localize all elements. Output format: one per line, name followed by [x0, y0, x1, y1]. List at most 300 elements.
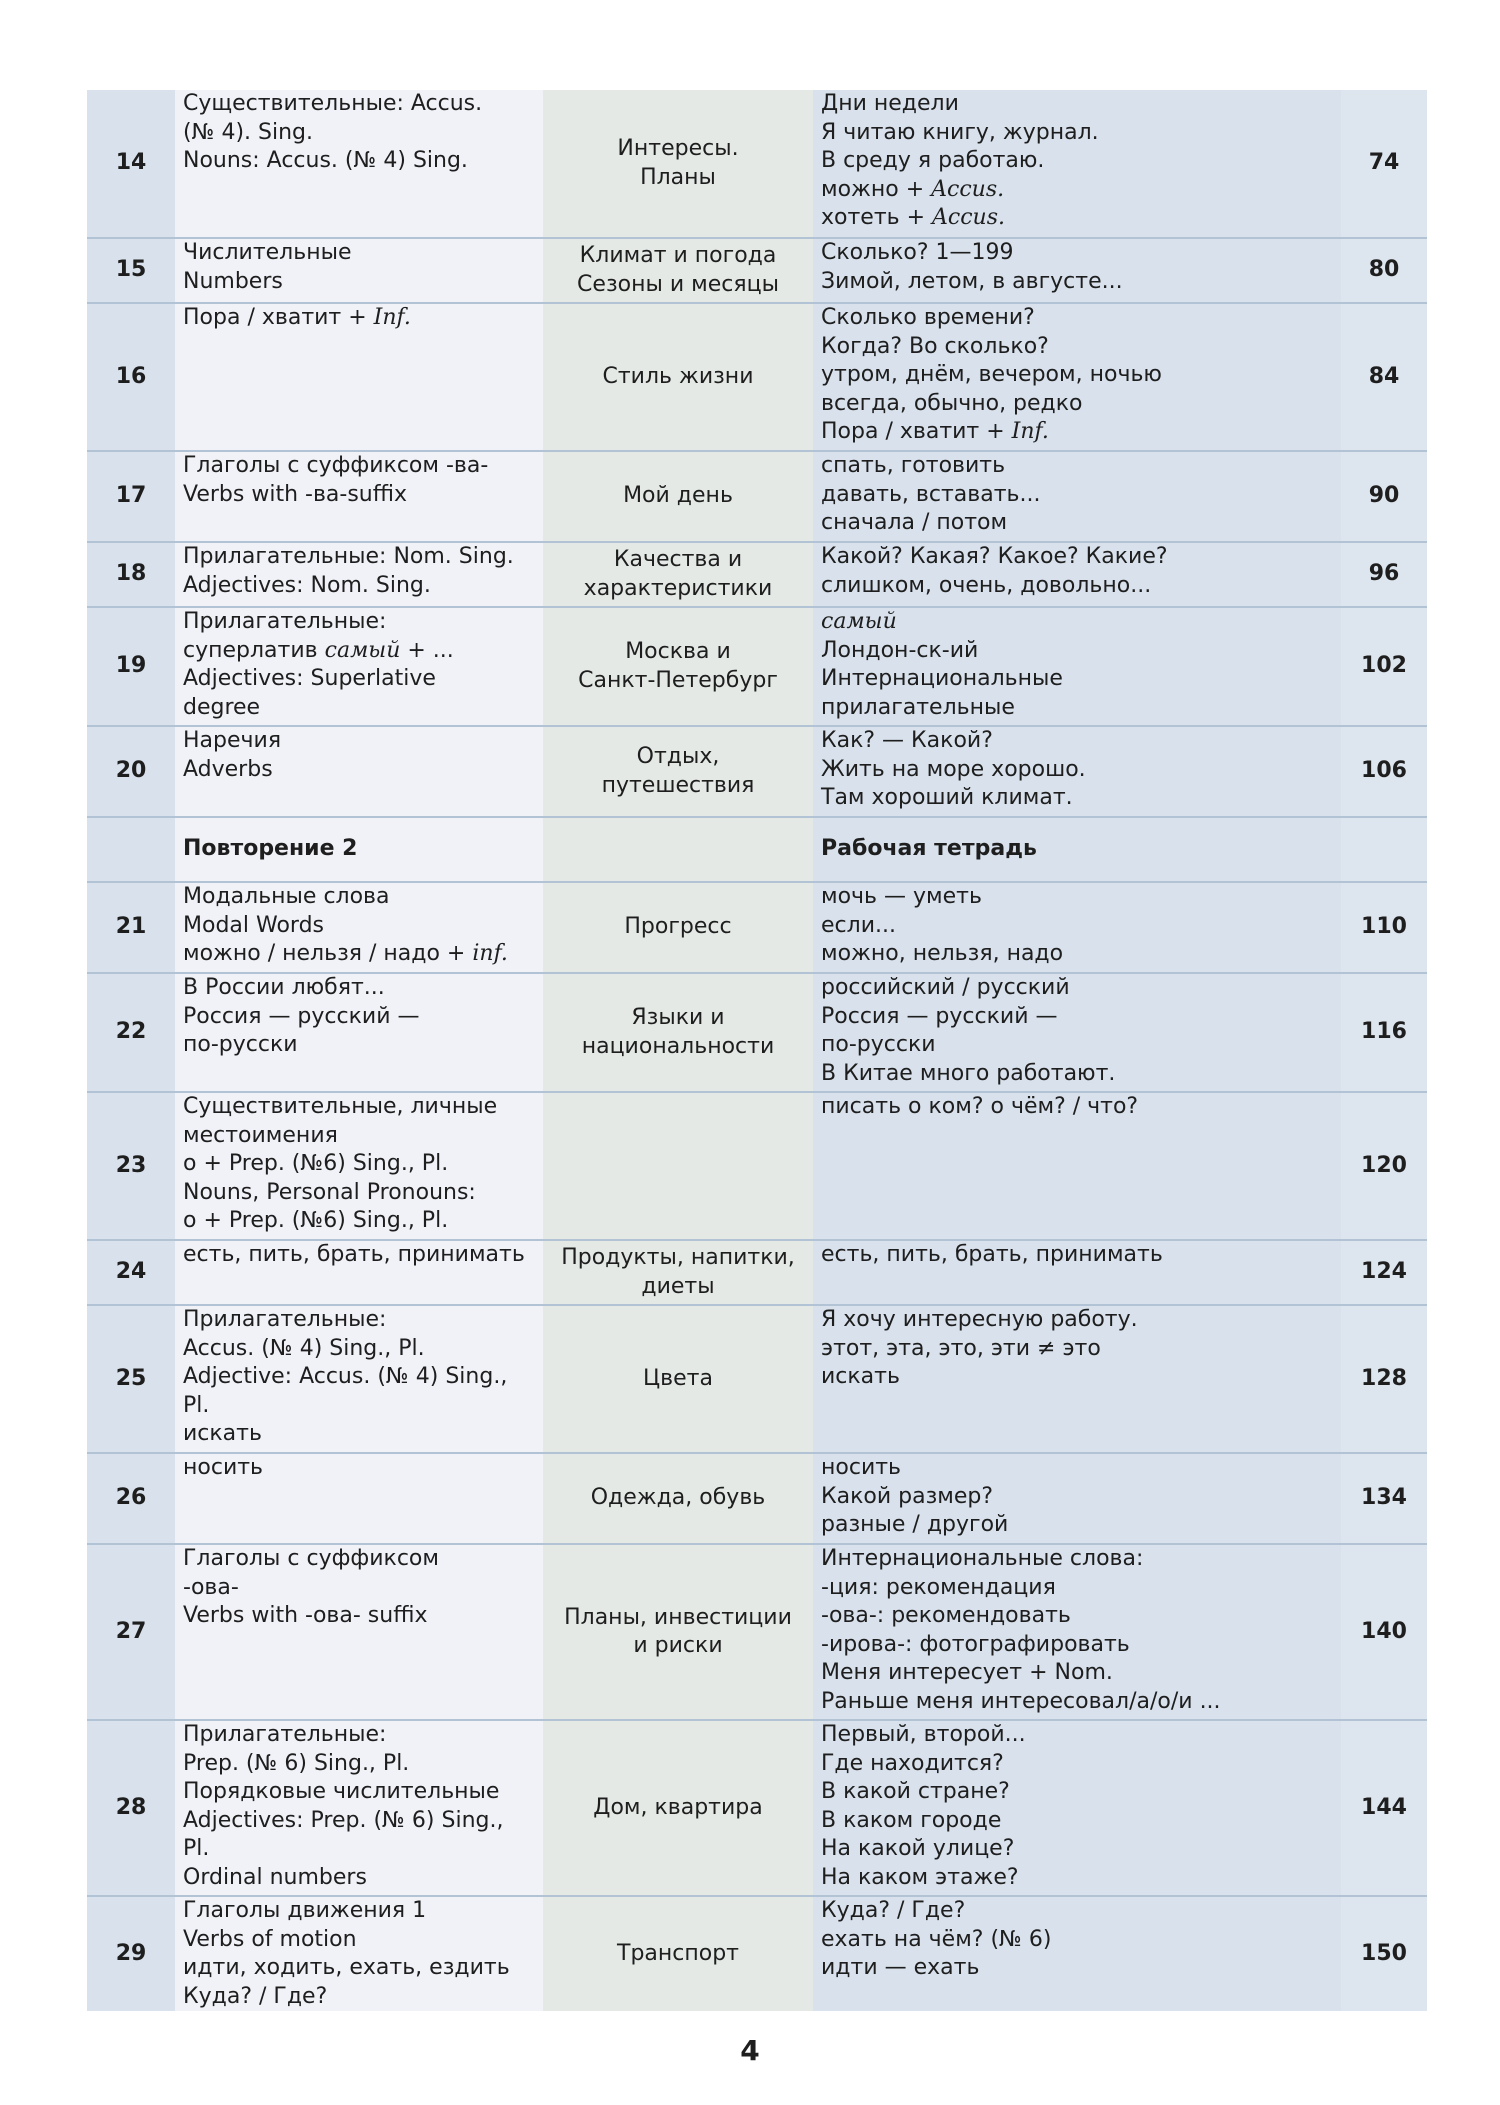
topic-cell	[543, 607, 813, 726]
lesson-row	[87, 542, 1427, 607]
text-line	[183, 1207, 543, 1236]
text-segment: сначала / потом	[821, 510, 1008, 535]
text-segment: Отдых,	[636, 744, 720, 769]
text-line	[183, 1031, 543, 1060]
text-line	[821, 176, 1341, 205]
text-line	[821, 543, 1341, 572]
text-line	[183, 1179, 543, 1208]
text-line	[821, 974, 1341, 1003]
text-segment: Рабочая тетрадь	[821, 836, 1037, 862]
text-line	[183, 1835, 543, 1864]
text-segment: Adjectives: Prep. (№ 6) Sing.,	[183, 1807, 504, 1833]
topic-cell	[543, 1453, 813, 1544]
grammar-cell	[175, 1305, 543, 1453]
lesson-row	[87, 1896, 1427, 2011]
text-segment: искать	[183, 1421, 262, 1446]
text-segment: Пора / хватит +	[821, 419, 1012, 444]
text-segment: диеты	[641, 1273, 715, 1299]
text-line	[183, 452, 543, 481]
text-segment: Пора / хватит +	[183, 305, 374, 330]
text-line	[543, 363, 813, 392]
topic-cell	[543, 90, 813, 238]
text-line	[183, 1003, 543, 1032]
vocabulary-cell	[813, 882, 1341, 973]
grammar-cell	[175, 882, 543, 973]
text-line	[183, 1335, 543, 1364]
text-segment: Verbs with -ова- suffix	[183, 1603, 428, 1628]
text-segment: Зимой, летом, в августе...	[821, 268, 1123, 294]
lesson-number: 17	[87, 451, 175, 542]
text-segment: Inf.	[1011, 419, 1049, 444]
topic-cell	[543, 1092, 813, 1240]
text-segment: слишком, очень, довольно...	[821, 572, 1152, 598]
text-line	[821, 268, 1341, 297]
text-segment: Сезоны и месяцы	[577, 271, 779, 297]
grammar-cell	[175, 303, 543, 451]
text-segment: путешествия	[601, 772, 755, 798]
text-line	[821, 694, 1341, 723]
topic-cell	[543, 726, 813, 817]
topic-cell	[543, 238, 813, 303]
text-segment: Где находится?	[821, 1750, 1004, 1776]
text-line	[821, 1954, 1341, 1983]
text-line	[543, 482, 813, 511]
text-line	[543, 772, 813, 801]
text-line	[821, 1574, 1341, 1603]
text-segment: Существительные, личные	[183, 1094, 498, 1119]
text-segment: На каком этаже?	[821, 1864, 1019, 1890]
text-segment: можно / нельзя / надо +	[183, 941, 473, 966]
text-segment: Прогресс	[624, 914, 732, 940]
grammar-cell	[175, 1453, 543, 1544]
text-line	[821, 1750, 1341, 1779]
lesson-number: 23	[87, 1092, 175, 1240]
text-segment: Стиль жизни	[602, 363, 754, 389]
text-line	[821, 1003, 1341, 1032]
text-line	[183, 835, 543, 864]
grammar-cell	[175, 1092, 543, 1240]
text-line	[183, 637, 543, 666]
text-segment: российский / русский	[821, 975, 1070, 1000]
text-line	[821, 1335, 1341, 1364]
text-line	[821, 304, 1341, 333]
text-segment: Москва и	[625, 639, 731, 664]
vocabulary-cell	[813, 726, 1341, 817]
text-line	[183, 727, 543, 756]
text-line	[821, 119, 1341, 148]
text-line	[821, 390, 1341, 419]
lesson-row	[87, 1453, 1427, 1544]
text-segment: Жить на море хорошо.	[821, 756, 1086, 782]
text-segment: спать, готовить	[821, 453, 1006, 478]
text-line	[183, 1750, 543, 1779]
lesson-number: 28	[87, 1720, 175, 1896]
vocabulary-cell	[813, 1240, 1341, 1305]
text-line	[183, 119, 543, 148]
page-ref	[1341, 817, 1427, 882]
text-segment: -ова-: рекомендовать	[821, 1603, 1071, 1628]
text-line	[821, 1093, 1341, 1122]
text-line	[183, 1574, 543, 1603]
vocabulary-cell	[813, 1305, 1341, 1453]
topic-cell	[543, 973, 813, 1092]
text-line	[821, 727, 1341, 756]
text-segment: Планы	[640, 164, 716, 190]
text-segment: Глаголы с суффиксом	[183, 1546, 439, 1571]
text-segment: degree	[183, 694, 261, 720]
text-line	[183, 1093, 543, 1122]
lesson-row	[87, 1092, 1427, 1240]
text-line	[821, 1306, 1341, 1335]
text-segment: Числительные	[183, 240, 352, 265]
topic-cell	[543, 1896, 813, 2011]
text-segment: Pl.	[183, 1836, 210, 1861]
text-line	[821, 1031, 1341, 1060]
lesson-number: 21	[87, 882, 175, 973]
text-segment: если...	[821, 912, 896, 938]
text-segment: Россия — русский —	[821, 1003, 1058, 1029]
lesson-number: 25	[87, 1305, 175, 1453]
text-line	[543, 913, 813, 942]
text-segment: Verbs with -ва-suffix	[183, 481, 408, 507]
text-line	[183, 608, 543, 637]
text-segment: Прилагательные:	[183, 609, 387, 634]
text-line	[821, 1807, 1341, 1836]
text-segment: Там хороший климат.	[821, 785, 1073, 810]
text-segment: Куда? / Где?	[183, 1983, 328, 2009]
vocabulary-cell	[813, 1453, 1341, 1544]
text-segment: Глаголы с суффиксом -ва-	[183, 453, 489, 478]
text-line	[183, 1150, 543, 1179]
text-segment: Prep. (№ 6) Sing., Pl.	[183, 1750, 410, 1776]
text-line	[821, 1688, 1341, 1717]
vocabulary-cell	[813, 542, 1341, 607]
text-segment: В России любят...	[183, 975, 385, 1000]
text-segment: давать, вставать...	[821, 481, 1041, 507]
text-segment: можно +	[821, 176, 932, 202]
page-ref: 144	[1341, 1720, 1427, 1896]
text-line	[543, 164, 813, 193]
text-segment: Verbs of motion	[183, 1926, 357, 1952]
lesson-number: 26	[87, 1453, 175, 1544]
text-line	[543, 1273, 813, 1302]
text-segment: Одежда, обувь	[590, 1485, 766, 1511]
text-segment: Куда? / Где?	[821, 1898, 966, 1923]
text-line	[821, 1835, 1341, 1864]
grammar-cell	[175, 90, 543, 238]
page-ref: 84	[1341, 303, 1427, 451]
grammar-cell	[175, 1544, 543, 1720]
text-segment: мочь — уметь	[821, 884, 982, 909]
text-line	[821, 1483, 1341, 1512]
text-segment: по-русски	[821, 1032, 936, 1057]
text-segment: ехать на чём? (№ 6)	[821, 1926, 1052, 1952]
text-segment: Существительные: Accus.	[183, 91, 483, 116]
text-segment: Сколько времени?	[821, 305, 1035, 330]
text-segment: Модальные слова	[183, 884, 390, 909]
text-segment: всегда, обычно, редко	[821, 390, 1083, 416]
vocabulary-cell	[813, 817, 1341, 882]
text-line	[183, 147, 543, 176]
text-segment: Раньше меня интересовал/а/о/и ...	[821, 1688, 1221, 1714]
text-segment: Меня интересует + Nom.	[821, 1660, 1113, 1685]
text-line	[183, 1392, 543, 1421]
text-line	[183, 1897, 543, 1926]
text-line	[821, 239, 1341, 268]
lesson-number: 14	[87, 90, 175, 238]
text-line	[821, 1926, 1341, 1955]
text-segment: есть, пить, брать, принимать	[183, 1242, 525, 1267]
topic-cell	[543, 817, 813, 882]
text-line	[821, 90, 1341, 119]
text-line	[821, 418, 1341, 447]
grammar-cell	[175, 1896, 543, 2011]
text-line	[183, 1602, 543, 1631]
text-segment: Продукты, напитки,	[561, 1245, 795, 1270]
text-segment: Интернациональные слова:	[821, 1546, 1144, 1571]
text-segment: Какой? Какая? Какое? Какие?	[821, 544, 1168, 569]
lesson-row	[87, 726, 1427, 817]
text-line	[821, 481, 1341, 510]
vocabulary-cell	[813, 973, 1341, 1092]
text-segment: есть, пить, брать, принимать	[821, 1242, 1163, 1267]
text-line	[821, 784, 1341, 813]
text-line	[821, 1631, 1341, 1660]
grammar-cell	[175, 607, 543, 726]
text-line	[821, 1363, 1341, 1392]
text-line	[821, 637, 1341, 666]
text-line	[543, 546, 813, 575]
vocabulary-cell	[813, 1896, 1341, 2011]
text-segment: Порядковые числительные	[183, 1779, 500, 1804]
page-ref: 140	[1341, 1544, 1427, 1720]
text-segment: Прилагательные: Nom. Sing.	[183, 544, 514, 569]
lesson-row	[87, 1305, 1427, 1453]
text-segment: можно, нельзя, надо	[821, 941, 1064, 966]
text-segment: Accus.	[931, 176, 1005, 202]
text-line	[183, 1807, 543, 1836]
text-line	[821, 333, 1341, 362]
text-segment: (№ 4). Sing.	[183, 119, 314, 145]
text-segment: Modal Words	[183, 912, 325, 938]
text-line	[821, 1602, 1341, 1631]
page-ref: 102	[1341, 607, 1427, 726]
text-line	[543, 242, 813, 271]
lesson-row	[87, 90, 1427, 238]
lesson-row	[87, 1720, 1427, 1896]
page-ref: 124	[1341, 1240, 1427, 1305]
text-segment: носить	[821, 1455, 902, 1480]
page-ref: 74	[1341, 90, 1427, 238]
grammar-cell	[175, 1240, 543, 1305]
grammar-cell	[175, 726, 543, 817]
vocabulary-cell	[813, 1544, 1341, 1720]
text-segment: по-русски	[183, 1032, 298, 1057]
text-segment: Глаголы движения 1	[183, 1898, 427, 1923]
text-segment: Дом, квартира	[593, 1794, 763, 1820]
grammar-cell	[175, 238, 543, 303]
text-line	[543, 667, 813, 696]
lesson-number: 29	[87, 1896, 175, 2011]
page-ref: 90	[1341, 451, 1427, 542]
page-ref: 134	[1341, 1453, 1427, 1544]
text-segment: Accus. (№ 4) Sing., Pl.	[183, 1335, 425, 1361]
text-line	[821, 509, 1341, 538]
lesson-number: 15	[87, 238, 175, 303]
text-line	[183, 1778, 543, 1807]
text-segment: Я хочу интересную работу.	[821, 1307, 1138, 1332]
lesson-number	[87, 817, 175, 882]
text-segment: утром, днём, вечером, ночью	[821, 362, 1162, 387]
text-segment: inf.	[472, 941, 508, 966]
text-segment: Прилагательные:	[183, 1307, 387, 1332]
lesson-number: 20	[87, 726, 175, 817]
grammar-cell	[175, 1720, 543, 1896]
text-line	[183, 543, 543, 572]
text-segment: самый	[821, 609, 897, 634]
text-line	[183, 883, 543, 912]
text-segment: разные / другой	[821, 1512, 1009, 1537]
vocabulary-cell	[813, 303, 1341, 451]
lesson-row	[87, 1240, 1427, 1305]
lesson-row	[87, 973, 1427, 1092]
text-segment: Nouns: Accus. (№ 4) Sing.	[183, 148, 468, 173]
text-segment: о + Prep. (№6) Sing., Pl.	[183, 1151, 449, 1176]
text-line	[543, 1244, 813, 1273]
text-line	[821, 1897, 1341, 1926]
lesson-number: 19	[87, 607, 175, 726]
text-line	[821, 756, 1341, 785]
page-ref: 150	[1341, 1896, 1427, 2011]
text-segment: Numbers	[183, 268, 283, 294]
lesson-row	[87, 1544, 1427, 1720]
topic-cell	[543, 303, 813, 451]
text-segment: характеристики	[583, 575, 773, 601]
text-segment: Ordinal numbers	[183, 1864, 367, 1890]
text-line	[821, 1864, 1341, 1893]
topic-cell	[543, 451, 813, 542]
text-segment: хотеть +	[821, 205, 933, 230]
text-segment: Климат и погода	[579, 243, 777, 268]
topic-cell	[543, 1544, 813, 1720]
text-line	[821, 665, 1341, 694]
text-segment: местоимения	[183, 1122, 338, 1148]
text-line	[821, 204, 1341, 233]
lesson-row	[87, 303, 1427, 451]
text-segment: -ирова-: фотографировать	[821, 1631, 1130, 1657]
text-line	[183, 481, 543, 510]
text-line	[821, 883, 1341, 912]
text-line	[821, 1721, 1341, 1750]
text-line	[183, 1721, 543, 1750]
text-segment: Транспорт	[617, 1940, 739, 1966]
text-line	[183, 1954, 543, 1983]
text-segment: + ...	[400, 637, 454, 663]
text-line	[821, 147, 1341, 176]
text-line	[821, 1545, 1341, 1574]
text-segment: национальности	[581, 1033, 775, 1059]
text-line	[821, 940, 1341, 969]
text-line	[183, 1122, 543, 1151]
text-segment: писать о ком? о чём? / что?	[821, 1094, 1139, 1119]
vocabulary-cell	[813, 1092, 1341, 1240]
text-segment: На какой улице?	[821, 1836, 1015, 1861]
text-segment: Повторение 2	[183, 836, 358, 862]
text-segment: о + Prep. (№6) Sing., Pl.	[183, 1208, 449, 1233]
topic-cell	[543, 1305, 813, 1453]
topic-cell	[543, 1240, 813, 1305]
vocabulary-cell	[813, 607, 1341, 726]
vocabulary-cell	[813, 90, 1341, 238]
text-segment: Adjectives: Nom. Sing.	[183, 572, 431, 598]
text-segment: Когда? Во сколько?	[821, 333, 1049, 359]
topic-cell	[543, 542, 813, 607]
text-segment: Дни недели	[821, 91, 959, 116]
text-line	[183, 90, 543, 119]
page-ref: 120	[1341, 1092, 1427, 1240]
text-line	[821, 1511, 1341, 1540]
text-line	[821, 361, 1341, 390]
text-segment: В среду я работаю.	[821, 148, 1045, 173]
text-line	[183, 1545, 543, 1574]
text-line	[183, 756, 543, 785]
page-ref: 80	[1341, 238, 1427, 303]
text-line	[183, 940, 543, 969]
text-segment: Наречия	[183, 728, 282, 753]
text-line	[543, 1604, 813, 1633]
lesson-row	[87, 607, 1427, 726]
text-segment: и риски	[633, 1633, 723, 1658]
text-segment: Качества и	[613, 547, 743, 572]
text-line	[543, 1632, 813, 1661]
lesson-row	[87, 882, 1427, 973]
text-segment: В каком городе	[821, 1807, 1002, 1833]
text-line	[821, 572, 1341, 601]
grammar-cell	[175, 451, 543, 542]
text-segment: этот, эта, это, эти ≠ это	[821, 1335, 1101, 1361]
text-line	[183, 694, 543, 723]
text-line	[543, 135, 813, 164]
text-line	[183, 572, 543, 601]
text-line	[183, 1454, 543, 1483]
text-segment: Интересы.	[617, 136, 739, 161]
text-segment: Nouns, Personal Pronouns:	[183, 1179, 476, 1205]
lesson-number: 27	[87, 1544, 175, 1720]
text-segment: Мой день	[623, 483, 733, 509]
text-line	[543, 1033, 813, 1062]
text-line	[543, 575, 813, 604]
text-segment: суперлатив	[183, 637, 325, 663]
text-segment: Языки и	[631, 1005, 725, 1030]
lesson-number: 22	[87, 973, 175, 1092]
text-segment: носить	[183, 1455, 264, 1480]
text-line	[821, 1060, 1341, 1089]
text-segment: Россия — русский —	[183, 1003, 420, 1029]
grammar-cell	[175, 973, 543, 1092]
text-segment: идти, ходить, ехать, ездить	[183, 1955, 510, 1980]
text-line	[543, 1365, 813, 1394]
text-segment: Какой размер?	[821, 1483, 994, 1509]
text-line	[543, 1004, 813, 1033]
vocabulary-cell	[813, 1720, 1341, 1896]
lesson-row	[87, 817, 1427, 882]
text-segment: Сколько? 1—199	[821, 240, 1014, 265]
text-segment: искать	[821, 1364, 900, 1389]
grammar-cell	[175, 542, 543, 607]
text-line	[821, 1241, 1341, 1270]
text-segment: Первый, второй...	[821, 1722, 1026, 1747]
text-line	[543, 1794, 813, 1823]
